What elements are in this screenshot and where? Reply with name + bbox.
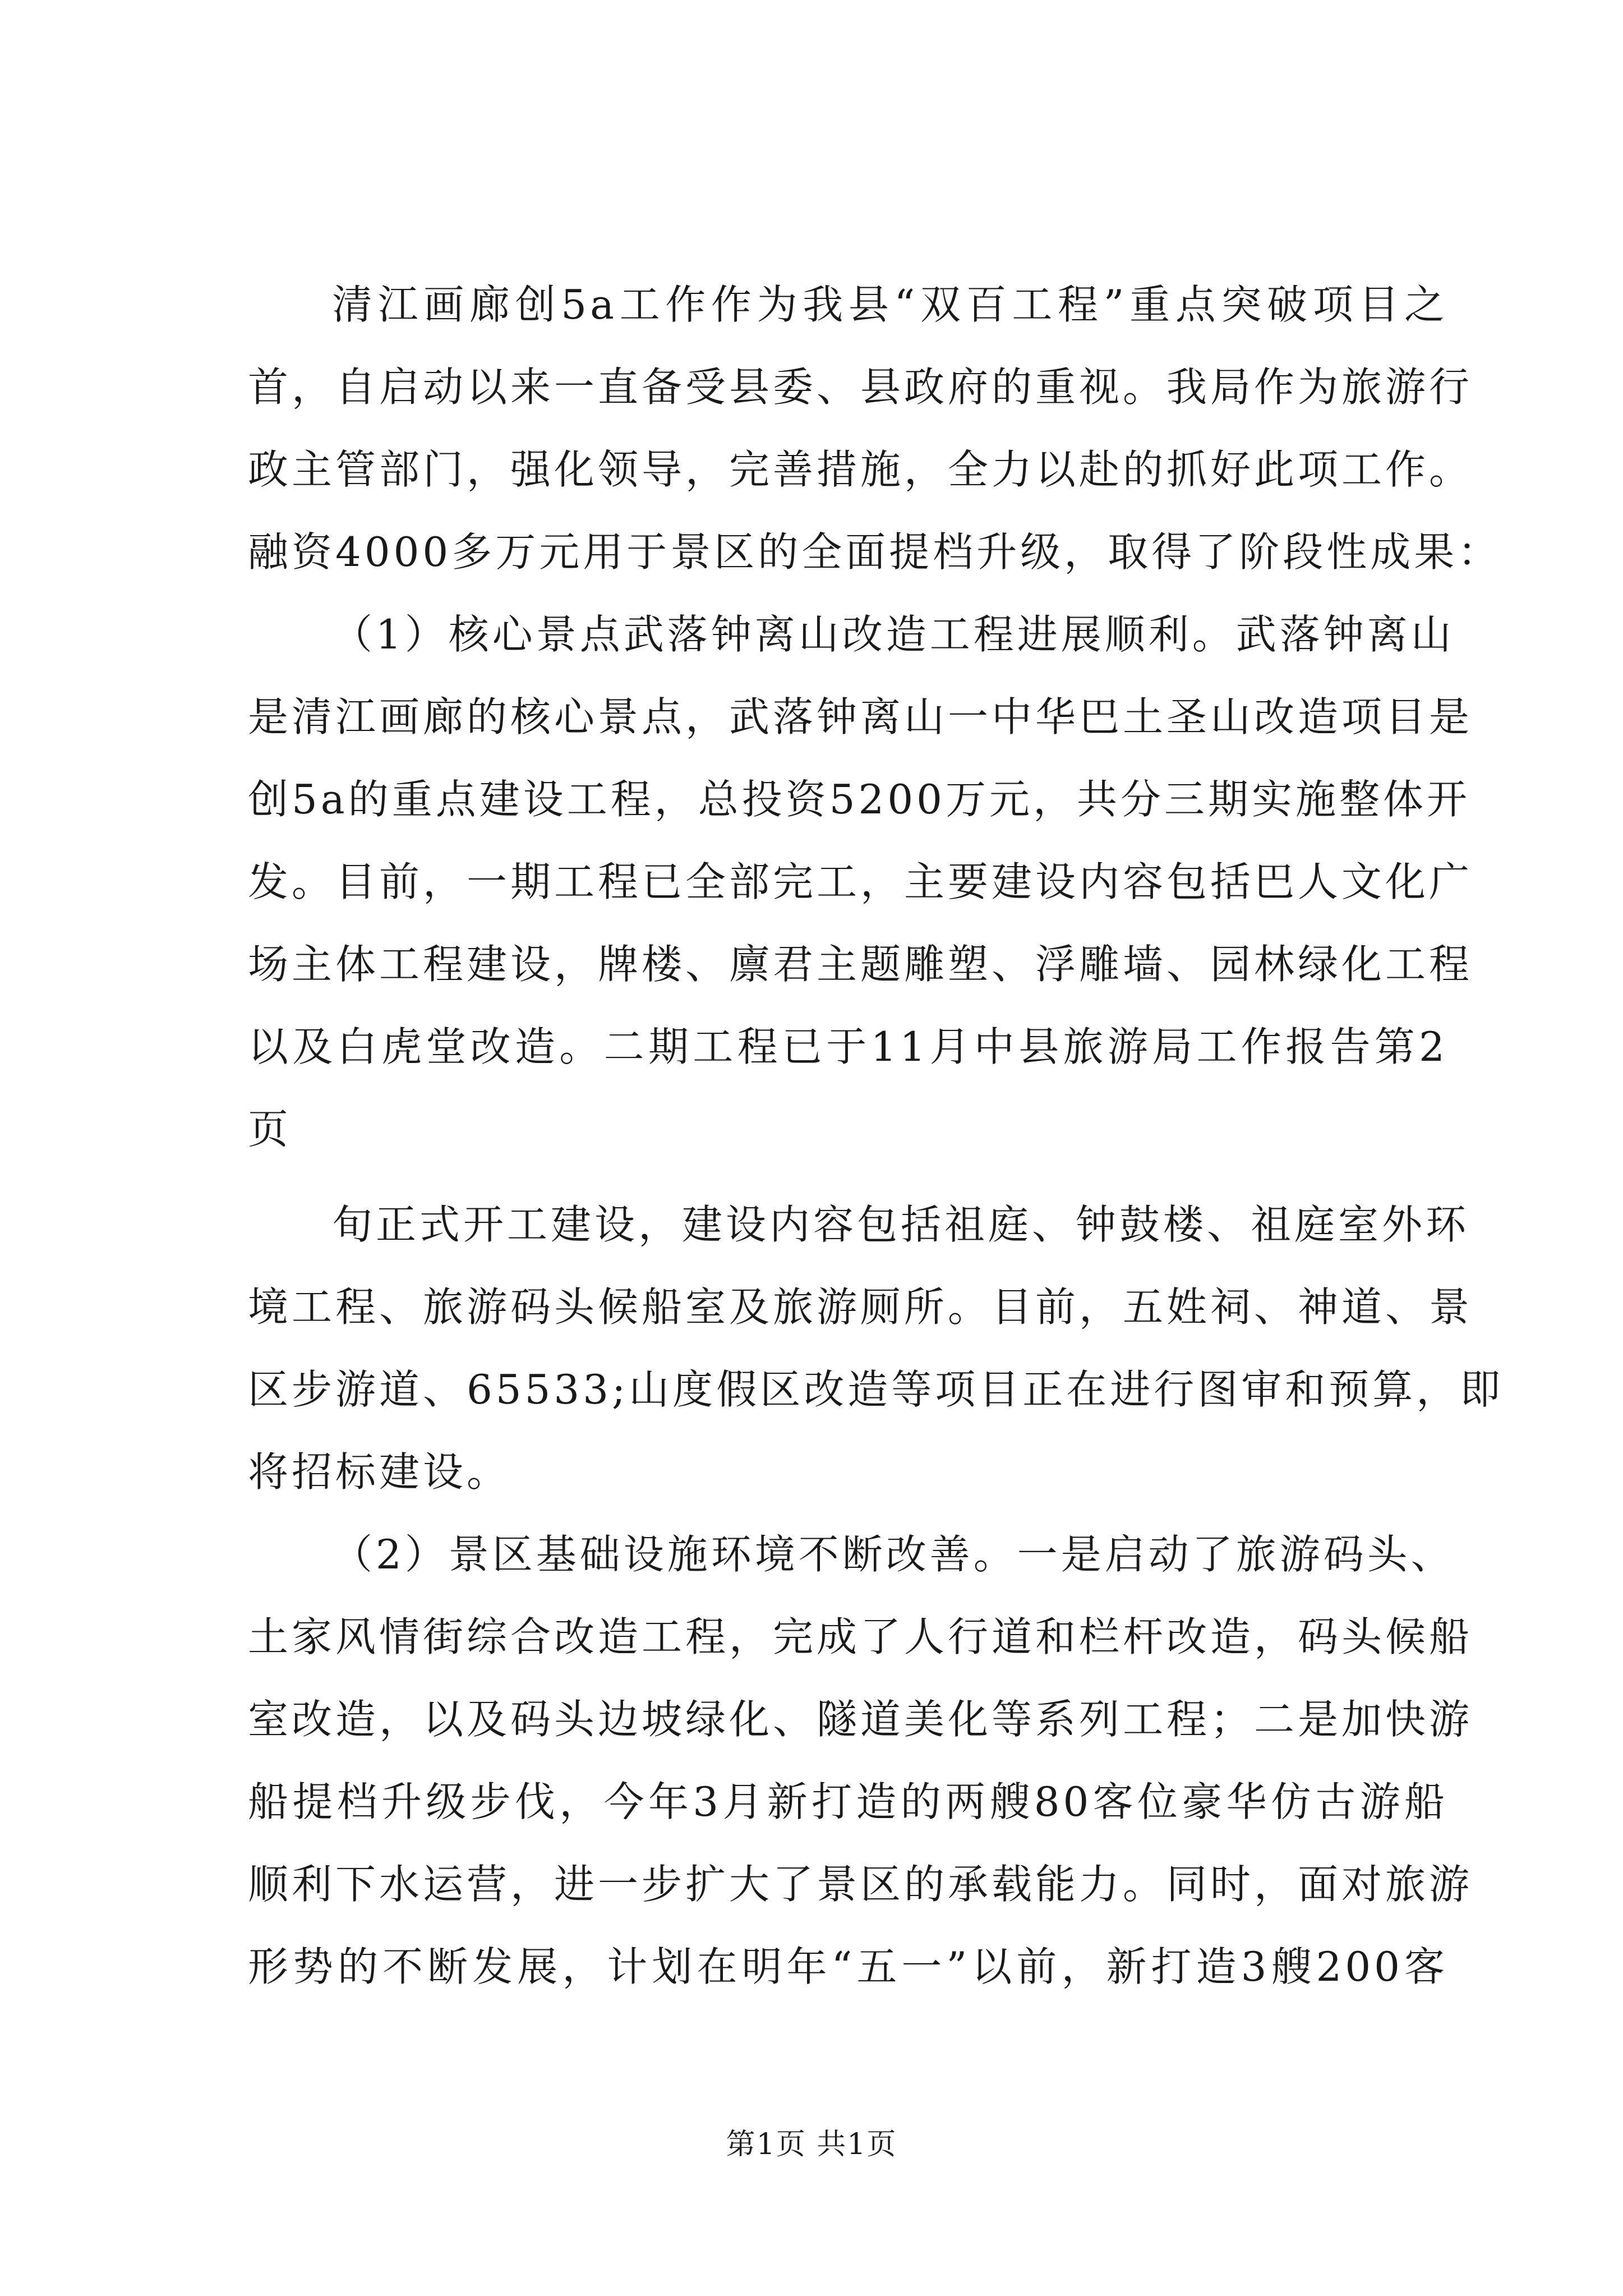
paragraph-4 bbox=[248, 1513, 1473, 2008]
paragraph-line: 融资4000多万元用于景区的全面提档升级，取得了阶段性成果： bbox=[248, 528, 1502, 576]
paragraph-line: 形势的不断发展，计划在明年“五一”以前，新打造3艘200客 bbox=[248, 1943, 1448, 1990]
paragraph-1 bbox=[248, 264, 1502, 593]
paragraph-2 bbox=[248, 593, 1473, 1171]
paragraph-line: 旬正式开工建设，建设内容包括祖庭、钟鼓楼、祖庭室外环 bbox=[332, 1201, 1470, 1248]
paragraph-line: 境工程、旅游码头候船室及旅游厕所。目前，五姓祠、神道、景 bbox=[248, 1283, 1473, 1331]
paragraph-line: 清江画廊创5a工作作为我县“双百工程”重点突破项目之 bbox=[332, 281, 1448, 328]
paragraph-line: 室改造，以及码头边坡绿化、隧道美化等系列工程；二是加快游 bbox=[248, 1696, 1473, 1743]
paragraph-line: 首，自启动以来一直备受县委、县政府的重视。我局作为旅游行 bbox=[248, 364, 1473, 411]
paragraph-3 bbox=[248, 1184, 1504, 1513]
paragraph-line: 页 bbox=[248, 1106, 292, 1153]
paragraph-line: 土家风情街综合改造工程，完成了人行道和栏杆改造，码头候船 bbox=[248, 1613, 1473, 1660]
paragraph-line: 船提档升级步伐，今年3月新打造的两艘80客位豪华仿古游船 bbox=[248, 1778, 1448, 1825]
document-body bbox=[248, 264, 1504, 2008]
paragraph-line: 场主体工程建设，牌楼、廪君主题雕塑、浮雕墙、园林绿化工程 bbox=[248, 941, 1473, 988]
paragraph-line: 创5a的重点建设工程，总投资5200万元，共分三期实施整体开 bbox=[248, 776, 1470, 823]
paragraph-line: 将招标建设。 bbox=[248, 1448, 511, 1496]
page-footer: 第1页 共1页 bbox=[726, 2128, 897, 2161]
paragraph-line: 发。目前，一期工程已全部完工，主要建设内容包括巴人文化广 bbox=[248, 858, 1473, 905]
paragraph-line: 顺利下水运营，进一步扩大了景区的承载能力。同时，面对旅游 bbox=[248, 1861, 1473, 1908]
paragraph-line: 政主管部门，强化领导，完善措施，全力以赴的抓好此项工作。 bbox=[248, 446, 1473, 493]
paragraph-line: 以及白虎堂改造。二期工程已于11月中县旅游局工作报告第2 bbox=[248, 1023, 1448, 1070]
paragraph-line: （1）核心景点武落钟离山改造工程进展顺利。武落钟离山 bbox=[332, 611, 1455, 658]
paragraph-line: 是清江画廊的核心景点，武落钟离山一中华巴土圣山改造项目是 bbox=[248, 693, 1473, 740]
paragraph-line: 区步游道、65533;山度假区改造等项目正在进行图审和预算，即 bbox=[248, 1366, 1504, 1413]
paragraph-line: （2）景区基础设施环境不断改善。一是启动了旅游码头、 bbox=[332, 1531, 1455, 1578]
